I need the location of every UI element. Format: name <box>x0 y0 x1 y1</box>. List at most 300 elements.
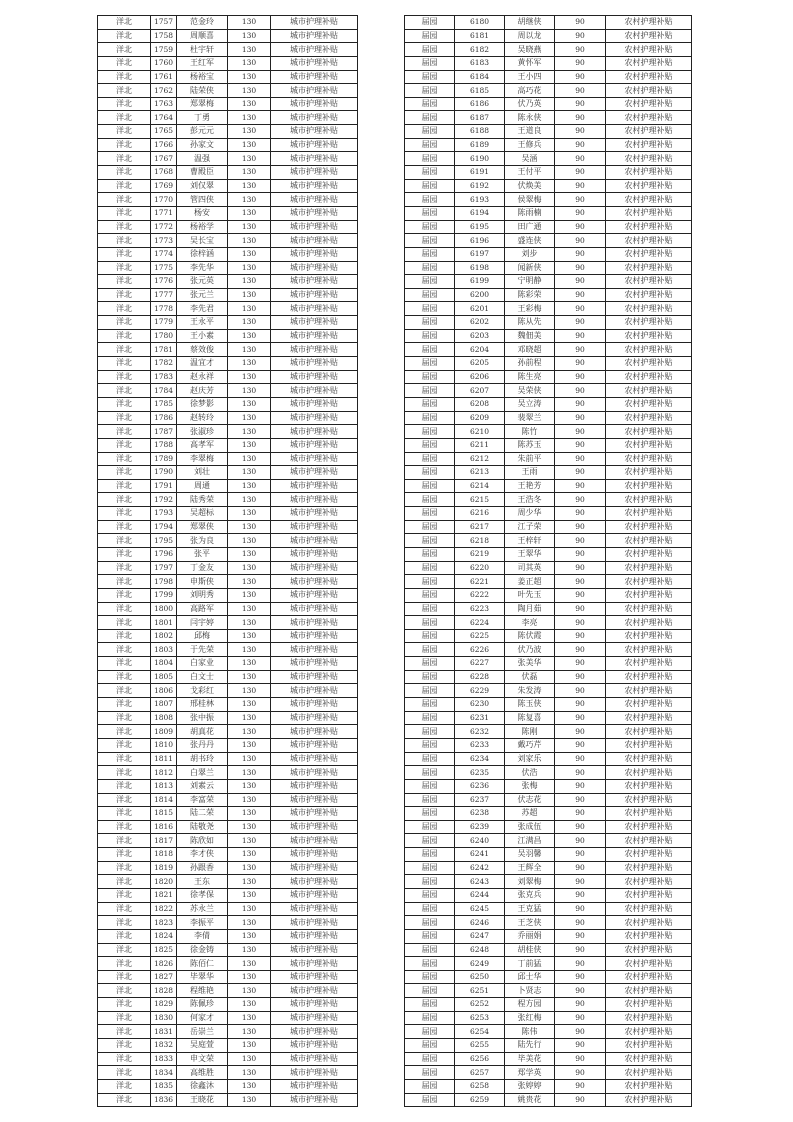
table-row <box>98 848 358 862</box>
subsidy-type-cell: 农村护理补贴 <box>606 166 692 180</box>
district-cell: 洋北 <box>98 807 151 821</box>
district-cell: 届园 <box>405 848 455 862</box>
subsidy-type-cell: 城市护理补贴 <box>271 629 358 643</box>
subsidy-type-cell: 农村护理补贴 <box>606 302 692 316</box>
subsidy-type-cell: 城市护理补贴 <box>271 929 358 943</box>
amount-cell: 130 <box>228 561 271 575</box>
id-cell: 6210 <box>455 425 505 439</box>
id-cell: 1834 <box>151 1066 177 1080</box>
table-row <box>98 357 358 371</box>
table-row <box>405 848 692 862</box>
amount-cell: 130 <box>228 438 271 452</box>
table-row <box>405 793 692 807</box>
subsidy-type-cell: 城市护理补贴 <box>271 29 358 43</box>
subsidy-type-cell: 农村护理补贴 <box>606 848 692 862</box>
table-row <box>405 152 692 166</box>
table-row <box>98 738 358 752</box>
subsidy-type-cell: 农村护理补贴 <box>606 957 692 971</box>
name-cell: 胡桂侠 <box>505 943 555 957</box>
amount-cell: 130 <box>228 466 271 480</box>
id-cell: 6200 <box>455 288 505 302</box>
district-cell: 洋北 <box>98 629 151 643</box>
amount-cell: 90 <box>555 1025 606 1039</box>
name-cell: 温强 <box>177 152 228 166</box>
name-cell: 司其英 <box>505 561 555 575</box>
name-cell: 高巧花 <box>505 84 555 98</box>
id-cell: 6216 <box>455 507 505 521</box>
subsidy-type-cell: 农村护理补贴 <box>606 889 692 903</box>
table-row <box>98 206 358 220</box>
name-cell: 郑学英 <box>505 1066 555 1080</box>
district-cell: 洋北 <box>98 329 151 343</box>
id-cell: 6231 <box>455 711 505 725</box>
name-cell: 张美华 <box>505 657 555 671</box>
name-cell: 邱梅 <box>177 629 228 643</box>
name-cell: 王克猛 <box>505 902 555 916</box>
amount-cell: 90 <box>555 998 606 1012</box>
district-cell: 洋北 <box>98 561 151 575</box>
district-cell: 洋北 <box>98 1066 151 1080</box>
district-cell: 届园 <box>405 1052 455 1066</box>
district-cell: 洋北 <box>98 84 151 98</box>
amount-cell: 90 <box>555 1093 606 1107</box>
id-cell: 6183 <box>455 56 505 70</box>
table-row <box>98 166 358 180</box>
amount-cell: 130 <box>228 479 271 493</box>
id-cell: 1807 <box>151 698 177 712</box>
subsidy-type-cell: 农村护理补贴 <box>606 507 692 521</box>
name-cell: 孙家文 <box>177 138 228 152</box>
table-row <box>405 357 692 371</box>
amount-cell: 130 <box>228 984 271 998</box>
name-cell: 吴羽馨 <box>505 848 555 862</box>
id-cell: 6254 <box>455 1025 505 1039</box>
name-cell: 伏磊 <box>505 670 555 684</box>
amount-cell: 130 <box>228 370 271 384</box>
amount-cell: 130 <box>228 16 271 30</box>
id-cell: 1802 <box>151 629 177 643</box>
id-cell: 6202 <box>455 316 505 330</box>
name-cell: 王梓轩 <box>505 534 555 548</box>
table-row <box>98 193 358 207</box>
table-row <box>405 479 692 493</box>
id-cell: 1771 <box>151 206 177 220</box>
district-cell: 洋北 <box>98 166 151 180</box>
name-cell: 伏浩 <box>505 766 555 780</box>
amount-cell: 130 <box>228 425 271 439</box>
amount-cell: 130 <box>228 179 271 193</box>
subsidy-type-cell: 农村护理补贴 <box>606 738 692 752</box>
district-cell: 洋北 <box>98 575 151 589</box>
district-cell: 届园 <box>405 206 455 220</box>
name-cell: 张元兰 <box>177 288 228 302</box>
name-cell: 吴立涛 <box>505 397 555 411</box>
amount-cell: 130 <box>228 643 271 657</box>
id-cell: 6242 <box>455 861 505 875</box>
table-row <box>405 520 692 534</box>
table-row <box>98 807 358 821</box>
subsidy-type-cell: 农村护理补贴 <box>606 1066 692 1080</box>
id-cell: 1775 <box>151 261 177 275</box>
table-row <box>98 302 358 316</box>
table-row <box>405 1093 692 1107</box>
district-cell: 洋北 <box>98 616 151 630</box>
id-cell: 1780 <box>151 329 177 343</box>
subsidy-type-cell: 农村护理补贴 <box>606 834 692 848</box>
id-cell: 6182 <box>455 43 505 57</box>
table-row <box>98 670 358 684</box>
table-row <box>98 1025 358 1039</box>
id-cell: 1827 <box>151 970 177 984</box>
id-cell: 6228 <box>455 670 505 684</box>
amount-cell: 130 <box>228 357 271 371</box>
table-row <box>98 452 358 466</box>
name-cell: 周通 <box>177 479 228 493</box>
name-cell: 孙跟香 <box>177 861 228 875</box>
name-cell: 白文士 <box>177 670 228 684</box>
district-cell: 洋北 <box>98 438 151 452</box>
district-cell: 届园 <box>405 711 455 725</box>
table-row <box>405 125 692 139</box>
table-row <box>405 16 692 30</box>
district-cell: 洋北 <box>98 834 151 848</box>
id-cell: 1789 <box>151 452 177 466</box>
amount-cell: 90 <box>555 875 606 889</box>
table-row <box>98 575 358 589</box>
subsidy-type-cell: 农村护理补贴 <box>606 29 692 43</box>
amount-cell: 130 <box>228 875 271 889</box>
table-row <box>405 261 692 275</box>
table-row <box>405 1079 692 1093</box>
id-cell: 1768 <box>151 166 177 180</box>
district-cell: 届园 <box>405 970 455 984</box>
district-cell: 届园 <box>405 547 455 561</box>
id-cell: 6221 <box>455 575 505 589</box>
name-cell: 郑翠侠 <box>177 520 228 534</box>
table-row <box>98 125 358 139</box>
id-cell: 6197 <box>455 247 505 261</box>
id-cell: 6180 <box>455 16 505 30</box>
name-cell: 杨裕宝 <box>177 70 228 84</box>
subsidy-type-cell: 城市护理补贴 <box>271 725 358 739</box>
table-row <box>405 643 692 657</box>
table-row <box>98 834 358 848</box>
id-cell: 6239 <box>455 820 505 834</box>
id-cell: 6246 <box>455 916 505 930</box>
district-cell: 洋北 <box>98 97 151 111</box>
amount-cell: 130 <box>228 711 271 725</box>
id-cell: 6251 <box>455 984 505 998</box>
id-cell: 1769 <box>151 179 177 193</box>
amount-cell: 90 <box>555 138 606 152</box>
amount-cell: 130 <box>228 125 271 139</box>
subsidy-type-cell: 农村护理补贴 <box>606 752 692 766</box>
name-cell: 白家业 <box>177 657 228 671</box>
subsidy-type-cell: 城市护理补贴 <box>271 1079 358 1093</box>
district-cell: 届园 <box>405 698 455 712</box>
table-row <box>98 602 358 616</box>
name-cell: 程方园 <box>505 998 555 1012</box>
amount-cell: 130 <box>228 84 271 98</box>
name-cell: 陈伟 <box>505 1025 555 1039</box>
district-cell: 洋北 <box>98 534 151 548</box>
subsidy-type-cell: 农村护理补贴 <box>606 97 692 111</box>
district-cell: 洋北 <box>98 752 151 766</box>
name-cell: 陈彩荣 <box>505 288 555 302</box>
district-cell: 届园 <box>405 575 455 589</box>
subsidy-type-cell: 农村护理补贴 <box>606 670 692 684</box>
id-cell: 6191 <box>455 166 505 180</box>
district-cell: 届园 <box>405 1066 455 1080</box>
name-cell: 王雨 <box>505 466 555 480</box>
district-cell: 洋北 <box>98 738 151 752</box>
amount-cell: 90 <box>555 698 606 712</box>
subsidy-type-cell: 城市护理补贴 <box>271 698 358 712</box>
district-cell: 洋北 <box>98 397 151 411</box>
subsidy-type-cell: 城市护理补贴 <box>271 1052 358 1066</box>
amount-cell: 130 <box>228 534 271 548</box>
name-cell: 陆先行 <box>505 1039 555 1053</box>
table-row <box>405 97 692 111</box>
amount-cell: 130 <box>228 779 271 793</box>
subsidy-type-cell: 城市护理补贴 <box>271 302 358 316</box>
id-cell: 1784 <box>151 384 177 398</box>
amount-cell: 90 <box>555 848 606 862</box>
table-row <box>98 861 358 875</box>
name-cell: 陈雨楠 <box>505 206 555 220</box>
id-cell: 1765 <box>151 125 177 139</box>
subsidy-type-cell: 城市护理补贴 <box>271 493 358 507</box>
district-cell: 届园 <box>405 84 455 98</box>
subsidy-type-cell: 城市护理补贴 <box>271 193 358 207</box>
district-cell: 届园 <box>405 125 455 139</box>
name-cell: 李振平 <box>177 916 228 930</box>
table-row <box>405 766 692 780</box>
district-cell: 届园 <box>405 343 455 357</box>
subsidy-type-cell: 农村护理补贴 <box>606 56 692 70</box>
district-cell: 洋北 <box>98 889 151 903</box>
amount-cell: 130 <box>228 1052 271 1066</box>
amount-cell: 90 <box>555 1011 606 1025</box>
table-row <box>405 752 692 766</box>
district-cell: 届园 <box>405 425 455 439</box>
subsidy-type-cell: 城市护理补贴 <box>271 943 358 957</box>
table-row <box>405 711 692 725</box>
amount-cell: 90 <box>555 616 606 630</box>
name-cell: 丁金友 <box>177 561 228 575</box>
amount-cell: 130 <box>228 302 271 316</box>
table-row <box>405 725 692 739</box>
id-cell: 1820 <box>151 875 177 889</box>
id-cell: 6248 <box>455 943 505 957</box>
subsidy-type-cell: 农村护理补贴 <box>606 125 692 139</box>
district-cell: 届园 <box>405 302 455 316</box>
amount-cell: 130 <box>228 329 271 343</box>
id-cell: 6253 <box>455 1011 505 1025</box>
subsidy-type-cell: 城市护理补贴 <box>271 343 358 357</box>
amount-cell: 90 <box>555 670 606 684</box>
district-cell: 洋北 <box>98 479 151 493</box>
district-cell: 届园 <box>405 288 455 302</box>
name-cell: 杜宇轩 <box>177 43 228 57</box>
id-cell: 6217 <box>455 520 505 534</box>
id-cell: 1801 <box>151 616 177 630</box>
name-cell: 王晓花 <box>177 1093 228 1107</box>
id-cell: 1833 <box>151 1052 177 1066</box>
name-cell: 刘素云 <box>177 779 228 793</box>
id-cell: 1822 <box>151 902 177 916</box>
district-cell: 洋北 <box>98 493 151 507</box>
subsidy-type-cell: 城市护理补贴 <box>271 848 358 862</box>
name-cell: 陈佩珍 <box>177 998 228 1012</box>
subsidy-type-cell: 城市护理补贴 <box>271 234 358 248</box>
subsidy-type-cell: 农村护理补贴 <box>606 998 692 1012</box>
table-row <box>405 234 692 248</box>
district-cell: 届园 <box>405 261 455 275</box>
id-cell: 1767 <box>151 152 177 166</box>
name-cell: 盛连侠 <box>505 234 555 248</box>
subsidy-type-cell: 城市护理补贴 <box>271 384 358 398</box>
table-row <box>405 916 692 930</box>
id-cell: 6224 <box>455 616 505 630</box>
id-cell: 6196 <box>455 234 505 248</box>
amount-cell: 130 <box>228 1066 271 1080</box>
table-row <box>405 820 692 834</box>
table-row <box>98 438 358 452</box>
id-cell: 6198 <box>455 261 505 275</box>
id-cell: 6195 <box>455 220 505 234</box>
table-row <box>98 479 358 493</box>
amount-cell: 130 <box>228 138 271 152</box>
id-cell: 1781 <box>151 343 177 357</box>
amount-cell: 90 <box>555 70 606 84</box>
district-cell: 洋北 <box>98 70 151 84</box>
district-cell: 届园 <box>405 834 455 848</box>
id-cell: 1810 <box>151 738 177 752</box>
district-cell: 洋北 <box>98 452 151 466</box>
district-cell: 洋北 <box>98 152 151 166</box>
id-cell: 6223 <box>455 602 505 616</box>
subsidy-type-cell: 农村护理补贴 <box>606 1039 692 1053</box>
name-cell: 李倩 <box>177 929 228 943</box>
district-cell: 届园 <box>405 97 455 111</box>
subsidy-type-cell: 农村护理补贴 <box>606 384 692 398</box>
id-cell: 1793 <box>151 507 177 521</box>
district-cell: 洋北 <box>98 998 151 1012</box>
table-row <box>98 752 358 766</box>
subsidy-type-cell: 农村护理补贴 <box>606 547 692 561</box>
amount-cell: 130 <box>228 766 271 780</box>
table-row <box>405 166 692 180</box>
id-cell: 6225 <box>455 629 505 643</box>
id-cell: 1760 <box>151 56 177 70</box>
table-row <box>405 275 692 289</box>
name-cell: 陶月茹 <box>505 602 555 616</box>
id-cell: 1787 <box>151 425 177 439</box>
amount-cell: 90 <box>555 152 606 166</box>
district-cell: 届园 <box>405 943 455 957</box>
subsidy-type-cell: 农村护理补贴 <box>606 397 692 411</box>
subsidy-type-cell: 农村护理补贴 <box>606 16 692 30</box>
id-cell: 6236 <box>455 779 505 793</box>
amount-cell: 130 <box>228 261 271 275</box>
name-cell: 刘壮 <box>177 466 228 480</box>
name-cell: 裴翠兰 <box>505 411 555 425</box>
district-cell: 洋北 <box>98 16 151 30</box>
subsidy-type-cell: 农村护理补贴 <box>606 684 692 698</box>
subsidy-type-cell: 城市护理补贴 <box>271 275 358 289</box>
table-row <box>98 234 358 248</box>
subsidy-type-cell: 农村护理补贴 <box>606 70 692 84</box>
district-cell: 洋北 <box>98 384 151 398</box>
subsidy-type-cell: 城市护理补贴 <box>271 820 358 834</box>
district-cell: 洋北 <box>98 138 151 152</box>
subsidy-type-cell: 城市护理补贴 <box>271 97 358 111</box>
amount-cell: 130 <box>228 738 271 752</box>
name-cell: 闻新侠 <box>505 261 555 275</box>
subsidy-type-cell: 城市护理补贴 <box>271 357 358 371</box>
district-cell: 洋北 <box>98 316 151 330</box>
id-cell: 6188 <box>455 125 505 139</box>
amount-cell: 90 <box>555 370 606 384</box>
table-row <box>405 534 692 548</box>
id-cell: 6192 <box>455 179 505 193</box>
subsidy-type-cell: 城市护理补贴 <box>271 111 358 125</box>
id-cell: 1791 <box>151 479 177 493</box>
name-cell: 陈从先 <box>505 316 555 330</box>
name-cell: 戈彩红 <box>177 684 228 698</box>
district-cell: 届园 <box>405 316 455 330</box>
amount-cell: 90 <box>555 261 606 275</box>
table-row <box>98 493 358 507</box>
table-row <box>98 343 358 357</box>
amount-cell: 130 <box>228 234 271 248</box>
amount-cell: 130 <box>228 725 271 739</box>
amount-cell: 130 <box>228 902 271 916</box>
id-cell: 1776 <box>151 275 177 289</box>
district-cell: 洋北 <box>98 984 151 998</box>
id-cell: 6259 <box>455 1093 505 1107</box>
subsidy-type-cell: 城市护理补贴 <box>271 466 358 480</box>
name-cell: 陈生亮 <box>505 370 555 384</box>
district-cell: 洋北 <box>98 1039 151 1053</box>
subsidy-type-cell: 农村护理补贴 <box>606 984 692 998</box>
district-cell: 届园 <box>405 861 455 875</box>
amount-cell: 130 <box>228 316 271 330</box>
table-row <box>405 1052 692 1066</box>
name-cell: 苏超 <box>505 807 555 821</box>
amount-cell: 130 <box>228 916 271 930</box>
table-row <box>405 602 692 616</box>
amount-cell: 90 <box>555 288 606 302</box>
district-cell: 洋北 <box>98 820 151 834</box>
subsidy-type-cell: 农村护理补贴 <box>606 711 692 725</box>
name-cell: 赵庆芳 <box>177 384 228 398</box>
subsidy-type-cell: 农村护理补贴 <box>606 970 692 984</box>
id-cell: 6233 <box>455 738 505 752</box>
subsidy-type-cell: 农村护理补贴 <box>606 1025 692 1039</box>
table-row <box>405 179 692 193</box>
amount-cell: 90 <box>555 125 606 139</box>
name-cell: 吴超标 <box>177 507 228 521</box>
id-cell: 1809 <box>151 725 177 739</box>
name-cell: 徐梓涵 <box>177 247 228 261</box>
table-row <box>405 493 692 507</box>
district-cell: 洋北 <box>98 357 151 371</box>
name-cell: 胡书玲 <box>177 752 228 766</box>
subsidy-type-cell: 城市护理补贴 <box>271 507 358 521</box>
district-cell: 届园 <box>405 1025 455 1039</box>
